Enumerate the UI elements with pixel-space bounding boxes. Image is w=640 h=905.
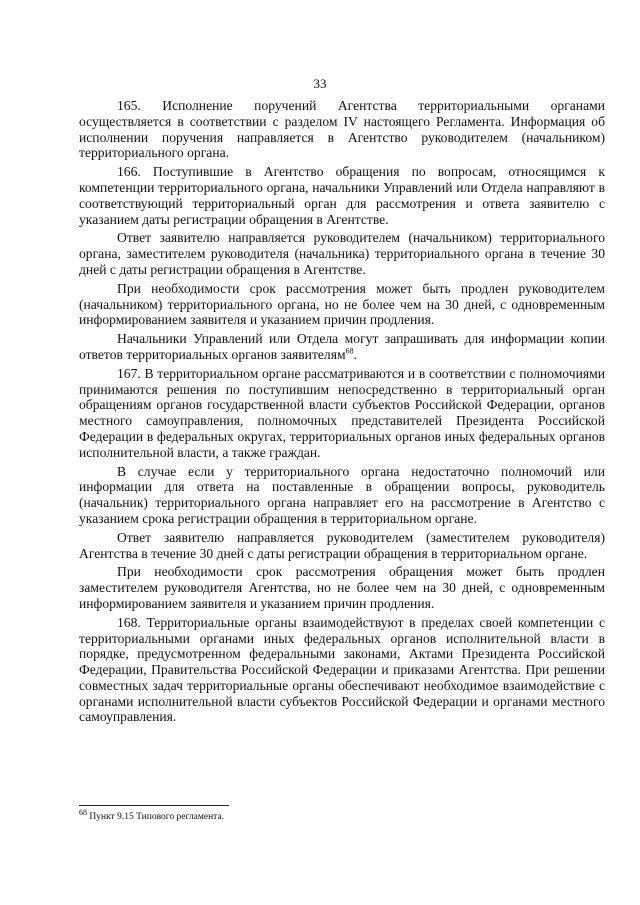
paragraph-167-extension: При необходимости срок рассмотрения обращения может быть продлен заместителем руководителя Агентства, но не более чем на 30 дней, с одновременным информированием заявителя и указанием причин продления. bbox=[79, 564, 605, 611]
footnote-divider bbox=[79, 805, 229, 806]
document-body bbox=[79, 98, 605, 728]
paragraph-168: 168. Территориальные органы взаимодействуют в пределах своей компетенции с территориальными органами иных федеральных органов исполнительной власти в порядке, предусмотренном федеральными законами, Актами Президента Российской Федерации, Правительства Российской Федерации и приказами Агентства. При решении совместных задач территориальные органы обеспечивают необходимое взаимодействие с органами исполнительной власти субъектов Российской Федерации и органами местного самоуправления. bbox=[79, 614, 605, 725]
paragraph-167-insufficient: В случае если у территориального органа недостаточно полномочий или информации для ответа на поставленные в обращении вопросы, руководитель (начальник) территориального органа направляет его на рассмотрение в Агентство с указанием срока регистрации обращения в территориальном органе. bbox=[79, 463, 605, 526]
paragraph-167: 167. В территориальном органе рассматриваются и в соответствии с полномочиями принимаются решения по поступившим непосредственно в территориальный орган обращениям органов государственной власти субъектов Российской Федерации, органов местного самоуправления, полномочных представителей Президента Российской Федерации в федеральных округах, территориальных органов иных федеральных органов исполнительной власти, а также граждан. bbox=[79, 365, 605, 460]
paragraph-166-copies bbox=[79, 331, 605, 363]
paragraph-166-copies-end: . bbox=[353, 346, 357, 362]
paragraph-166: 166. Поступившие в Агентство обращения по вопросам, относящимся к компетенции территориального органа, начальники Управлений или Отдела направляют в соответствующий территориальный орган для рассмотрения и ответа заявителю с указанием даты регистрации обращения в Агентстве. bbox=[79, 164, 605, 227]
paragraph-167-answer: Ответ заявителю направляется руководителем (заместителем руководителя) Агентства в течение 30 дней с даты регистрации обращения в территориальном органе. bbox=[79, 529, 605, 561]
paragraph-166-extension: При необходимости срок рассмотрения может быть продлен руководителем (начальником) территориального органа, но не более чем на 30 дней, с одновременным информированием заявителя и указанием причин продления. bbox=[79, 280, 605, 328]
paragraph-166-copies-text: Начальники Управлений или Отдела могут запрашивать для информации копии ответов территориальных органов заявителям bbox=[79, 331, 605, 362]
footnote-text: Пункт 9.15 Типового регламента. bbox=[87, 812, 225, 822]
paragraph-166-answer: Ответ заявителю направляется руководителем (начальником) территориального органа, заместителем руководителя (начальника) территориального органа в течение 30 дней с даты регистрации обращения в Агентстве. bbox=[79, 230, 605, 277]
page-number: 33 bbox=[313, 76, 327, 91]
footnote-number: 68 bbox=[79, 807, 87, 817]
footnote-reference[interactable]: 68 bbox=[345, 346, 354, 356]
paragraph-165: 165. Исполнение поручений Агентства территориальными органами осуществляется в соответствии с разделом IV настоящего Регламента. Информация об исполнении поручения направляется в Агентство руководителем (начальником) территориального органа. bbox=[79, 98, 605, 161]
footnote bbox=[79, 807, 225, 822]
